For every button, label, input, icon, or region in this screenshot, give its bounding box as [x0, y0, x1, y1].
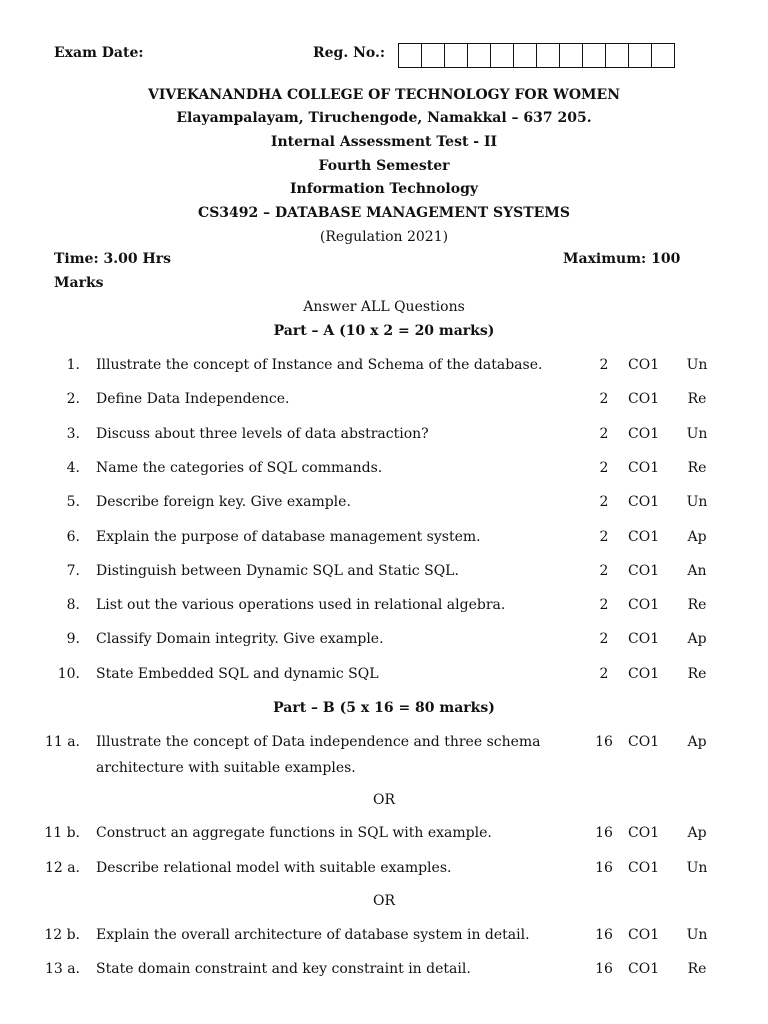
instruction: Answer ALL Questions: [303, 299, 465, 315]
reg-no-box: [444, 43, 468, 68]
question-marks: 16: [595, 961, 613, 977]
question-number: 11 b.: [44, 825, 80, 841]
question-row: [0, 860, 768, 880]
question-co: CO1: [628, 961, 660, 977]
maximum-label: Maximum: 100: [563, 251, 681, 267]
question-marks: 2: [599, 563, 609, 579]
question-level: Un: [686, 860, 708, 876]
question-number: 11 a.: [44, 734, 80, 750]
reg-no-box: [651, 43, 675, 68]
question-co: CO1: [628, 563, 660, 579]
question-level: Re: [687, 666, 707, 682]
question-row: [0, 494, 768, 514]
question-row: [0, 563, 768, 583]
question-level: Un: [686, 927, 708, 943]
question-level: Re: [687, 961, 707, 977]
question-text: Classify Domain integrity. Give example.: [96, 631, 384, 647]
question-row: [0, 391, 768, 411]
reg-no-box: [467, 43, 491, 68]
question-row: [0, 961, 768, 981]
question-number: 12 a.: [44, 860, 80, 876]
question-level: Ap: [687, 825, 707, 841]
reg-no-box: [513, 43, 537, 68]
reg-no-box: [421, 43, 445, 68]
college-address: Elayampalayam, Tiruchengode, Namakkal – 637 205.: [176, 110, 592, 126]
question-row: [0, 631, 768, 651]
department: Information Technology: [289, 181, 479, 197]
reg-no-box: [605, 43, 629, 68]
question-text: Describe foreign key. Give example.: [96, 494, 351, 510]
question-co: CO1: [628, 631, 660, 647]
question-level: Ap: [687, 734, 707, 750]
part-a-title: Part – A (10 x 2 = 20 marks): [273, 323, 495, 339]
question-marks: 2: [599, 631, 609, 647]
question-text: State domain constraint and key constraint in detail.: [96, 961, 471, 977]
question-text: Distinguish between Dynamic SQL and Static SQL.: [96, 563, 459, 579]
question-marks: 2: [599, 357, 609, 373]
question-row: [0, 460, 768, 480]
question-row: [0, 734, 768, 776]
marks-label: Marks: [54, 275, 104, 291]
reg-no-box: [536, 43, 560, 68]
question-level: Un: [686, 426, 708, 442]
semester: Fourth Semester: [318, 158, 450, 174]
question-number: 8.: [66, 597, 80, 613]
question-co: CO1: [628, 357, 660, 373]
question-co: CO1: [628, 529, 660, 545]
question-level: Un: [686, 357, 708, 373]
question-co: CO1: [628, 734, 660, 750]
reg-no-box: [628, 43, 652, 68]
question-text: Explain the purpose of database management system.: [96, 529, 481, 545]
question-co: CO1: [628, 597, 660, 613]
question-marks: 16: [595, 927, 613, 943]
part-b-title: Part – B (5 x 16 = 80 marks): [273, 700, 495, 716]
question-text-cont: architecture with suitable examples.: [96, 760, 356, 776]
question-number: 4.: [66, 460, 80, 476]
or-separator: OR: [372, 792, 396, 808]
reg-no-box: [398, 43, 422, 68]
question-number: 10.: [57, 666, 80, 682]
question-level: Ap: [687, 529, 707, 545]
question-marks: 16: [595, 825, 613, 841]
question-row: [0, 825, 768, 845]
question-row: [0, 529, 768, 549]
question-marks: 16: [595, 860, 613, 876]
reg-no-label: Reg. No.:: [313, 45, 386, 61]
question-text: Describe relational model with suitable examples.: [96, 860, 452, 876]
question-text: Construct an aggregate functions in SQL with example.: [96, 825, 492, 841]
question-co: CO1: [628, 860, 660, 876]
question-number: 7.: [66, 563, 80, 579]
question-marks: 16: [595, 734, 613, 750]
question-level: Ap: [687, 631, 707, 647]
question-text: Define Data Independence.: [96, 391, 290, 407]
reg-no-box: [582, 43, 606, 68]
question-marks: 2: [599, 391, 609, 407]
test-name: Internal Assessment Test - II: [270, 134, 498, 150]
question-number: 13 a.: [44, 961, 80, 977]
question-text: Illustrate the concept of Data independence and three schema: [96, 734, 541, 750]
question-row: [0, 666, 768, 686]
reg-no-boxes: [398, 43, 675, 68]
question-co: CO1: [628, 494, 660, 510]
question-text: Explain the overall architecture of database system in detail.: [96, 927, 530, 943]
question-number: 6.: [66, 529, 80, 545]
college-name: VIVEKANANDHA COLLEGE OF TECHNOLOGY FOR WOMEN: [147, 87, 620, 103]
question-number: 2.: [66, 391, 80, 407]
question-co: CO1: [628, 426, 660, 442]
question-marks: 2: [599, 494, 609, 510]
reg-no-box: [559, 43, 583, 68]
question-text: State Embedded SQL and dynamic SQL: [96, 666, 379, 682]
question-text: Discuss about three levels of data abstraction?: [96, 426, 429, 442]
question-marks: 2: [599, 529, 609, 545]
question-number: 12 b.: [44, 927, 80, 943]
question-level: Re: [687, 597, 707, 613]
question-co: CO1: [628, 927, 660, 943]
question-marks: 2: [599, 666, 609, 682]
time-label: Time: 3.00 Hrs: [54, 251, 171, 267]
question-co: CO1: [628, 825, 660, 841]
question-text: Name the categories of SQL commands.: [96, 460, 383, 476]
question-number: 3.: [66, 426, 80, 442]
question-number: 9.: [66, 631, 80, 647]
question-row: [0, 357, 768, 377]
question-number: 1.: [66, 357, 80, 373]
question-row: [0, 426, 768, 446]
question-marks: 2: [599, 597, 609, 613]
question-marks: 2: [599, 460, 609, 476]
question-text: List out the various operations used in relational algebra.: [96, 597, 506, 613]
question-co: CO1: [628, 460, 660, 476]
reg-no-box: [490, 43, 514, 68]
question-co: CO1: [628, 666, 660, 682]
question-level: Un: [686, 494, 708, 510]
question-level: Re: [687, 391, 707, 407]
question-row: [0, 597, 768, 617]
question-number: 5.: [66, 494, 80, 510]
course-title: CS3492 – DATABASE MANAGEMENT SYSTEMS: [198, 205, 570, 221]
exam-date-label: Exam Date:: [54, 45, 144, 61]
or-separator: OR: [372, 893, 396, 909]
question-level: An: [687, 563, 707, 579]
question-marks: 2: [599, 426, 609, 442]
regulation: (Regulation 2021): [319, 229, 449, 245]
question-level: Re: [687, 460, 707, 476]
question-row: [0, 927, 768, 947]
question-co: CO1: [628, 391, 660, 407]
question-text: Illustrate the concept of Instance and Schema of the database.: [96, 357, 543, 373]
